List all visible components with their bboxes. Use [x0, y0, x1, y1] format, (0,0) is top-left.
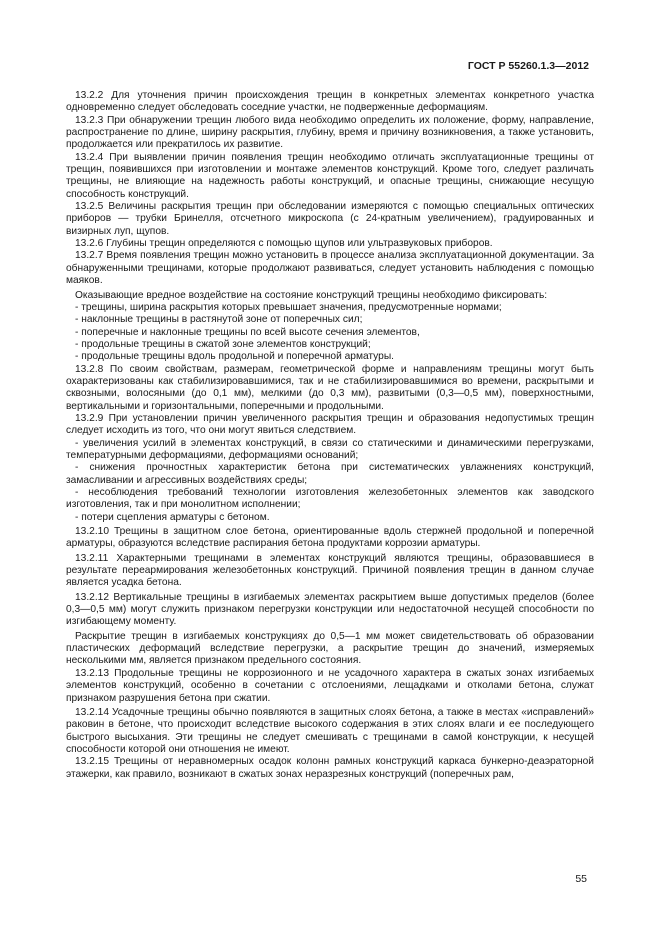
paragraph-13-2-14: 13.2.14 Усадочные трещины обычно появляются в защитных слоях бетона, а также в местах «исправлений» раковин в бетоне, что происходит вследствие высокого содержания в этих слоях влаги и ее последующего быстрого высыхания. Эти трещины не следует смешивать с трещинами в самой конструкции, к несущей способности которой они отношения не имеют. [66, 706, 594, 755]
page-number: 55 [575, 873, 587, 885]
list-item: - наклонные трещины в растянутой зоне от поперечных сил; [75, 314, 363, 326]
paragraph-fix-intro: Оказывающие вредное воздействие на состояние конструкций трещины необходимо фиксировать: [75, 289, 548, 301]
list-item: - продольные трещины в сжатой зоне элементов конструкций; [75, 338, 371, 350]
document-header: ГОСТ Р 55260.1.3—2012 [467, 60, 589, 72]
list-item: - продольные трещины вдоль продольной и поперечной арматуры. [75, 351, 394, 363]
document-body [66, 90, 594, 781]
paragraph-13-2-6: 13.2.6 Глубины трещин определяются с помощью щупов или ультразвуковых приборов. [75, 238, 493, 250]
list-item: - потери сцепления арматуры с бетоном. [75, 511, 270, 523]
paragraph-13-2-13: 13.2.13 Продольные трещины не коррозионного и не усадочного характера в сжатых зонах изгибаемых элементов конструкций, особенно в сочетании с отслоениями, лещадками и отколами бетона, служат признаком разрушения бетона при сжатии. [66, 667, 594, 704]
paragraph-crack-opening: Раскрытие трещин в изгибаемых конструкциях до 0,5—1 мм может свидетельствовать об образовании пластических деформаций вследствие перегрузки, а раскрытие трещин до значений, измеряемых несколькими мм, является признаком предельного состояния. [66, 630, 594, 667]
paragraph-13-2-4: 13.2.4 При выявлении причин появления трещин необходимо отличать эксплуатационные трещины от трещин, появившихся при изготовлении и монтаже элементов конструкций. Кроме того, следует различать трещины, не влияющие на надежность работы конструкций, и опасные трещины, снижающие несущую способность конструкций. [66, 151, 594, 200]
paragraph-13-2-2: 13.2.2 Для уточнения причин происхождения трещин в конкретных элементах конкретного участка одновременно следует обследовать соседние участки, не подверженные деформациям. [66, 90, 594, 114]
list-item: - увеличения усилий в элементах конструкций, в связи со статическими и динамическими перегрузками, температурными деформациями, деформациями оснований; [66, 437, 594, 461]
paragraph-13-2-8: 13.2.8 По своим свойствам, размерам, геометрической форме и направлениям трещины могут быть охарактеризованы как стабилизировавшимися, так и не стабилизировавшимися во времени, раскрытыми и сквозными, волосяными (до 0,1 мм), мелкими (до 0,3 мм), развитыми (0,3—0,5 мм), поверхностными, вертикальными и горизонтальными, поперечными и продольными. [66, 363, 594, 412]
paragraph-13-2-12: 13.2.12 Вертикальные трещины в изгибаемых элементах раскрытием выше допустимых пределов (более 0,3—0,5 мм) могут служить признаком перегрузки конструкции или недостаточной несущей способности по изгибающему моменту. [66, 591, 594, 628]
paragraph-13-2-15: 13.2.15 Трещины от неравномерных осадок колонн рамных конструкций каркаса бункерно-деаэраторной этажерки, как правило, возникают в сжатых зонах неразрезных конструкций (поперечных рам, [66, 756, 594, 780]
list-item: - несоблюдения требований технологии изготовления железобетонных элементов как заводского изготовления, так и при монолитном исполнении; [66, 487, 594, 511]
list-item: - трещины, ширина раскрытия которых превышает значения, предусмотренные нормами; [75, 301, 502, 313]
paragraph-13-2-9: 13.2.9 При установлении причин увеличенного раскрытия трещин и образования недопустимых трещин следует исходить из того, что они могут явиться следствием. [66, 412, 594, 437]
paragraph-13-2-3: 13.2.3 При обнаружении трещин любого вида необходимо определить их положение, форму, направление, распространение по длине, ширину раскрытия, глубину, время и причину возникновения, а также установить, продолжается или прекратилось их развитие. [66, 114, 594, 151]
paragraph-13-2-10: 13.2.10 Трещины в защитном слое бетона, ориентированные вдоль стержней продольной и поперечной арматуры, образуются вследствие распирания бетона продуктами коррозии арматуры. [66, 526, 594, 550]
list-item: - снижения прочностных характеристик бетона при систематических увлажнениях конструкций, замасливании и агрессивных воздействиях среды; [66, 462, 594, 486]
paragraph-13-2-11: 13.2.11 Характерными трещинами в элементах конструкций являются трещины, образовавшиеся в результате переармирования железобетонных конструкций. Причиной появления трещин в данном случае является усадка бетона. [66, 552, 594, 589]
paragraph-13-2-5: 13.2.5 Величины раскрытия трещин при обследовании измеряются с помощью специальных оптических приборов — трубки Бринелля, отсчетного микроскопа (с 24-кратным увеличением), градуированных и визирных луп, щупов. [66, 201, 594, 237]
paragraph-13-2-7: 13.2.7 Время появления трещин можно установить в процессе анализа эксплуатационной документации. За обнаруженными трещинами, которые продолжают развиваться, следует установить наблюдения с помощью маяков. [66, 250, 594, 287]
list-item: - поперечные и наклонные трещины по всей высоте сечения элементов, [75, 326, 420, 338]
